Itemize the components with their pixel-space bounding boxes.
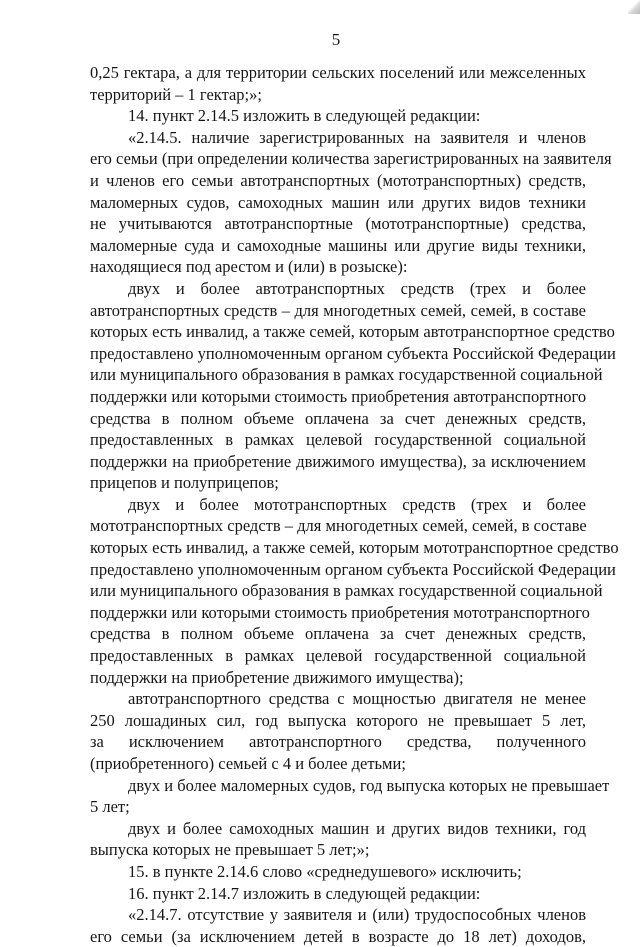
- text-line: поддержки или которыми стоимость приобретения мототранспортного: [90, 602, 590, 622]
- text-line: или муниципального образования в рамках государственной социальной: [90, 581, 603, 601]
- text-line: 0,25 гектара, а для территории сельских поселений или межселенных: [90, 63, 586, 82]
- text-line: прицепов и полуприцепов;: [90, 473, 279, 493]
- text-line: или муниципального образования в рамках государственной социальной: [90, 365, 603, 385]
- text-line: средства в полном объеме оплачена за счет денежных средств,: [90, 408, 586, 428]
- text-line: 14. пункт 2.14.5 изложить в следующей редакции:: [128, 106, 481, 126]
- text-line: предоставленных в рамках целевой государственной социальной: [90, 430, 586, 450]
- text-line: поддержки на приобретение движимого имущества), за исключением: [90, 451, 586, 471]
- text-line: 16. пункт 2.14.7 изложить в следующей редакции:: [128, 883, 481, 903]
- text-line: двух и более маломерных судов, год выпуска которых не превышает: [128, 775, 610, 795]
- text-line: «2.14.7. отсутствие у заявителя и (или) трудоспособных членов: [128, 905, 586, 925]
- scan-corner-mark: [628, 0, 640, 14]
- document-body: [90, 62, 619, 947]
- text-line: двух и более мототранспортных средств (трех и более: [128, 494, 586, 514]
- text-line: «2.14.5. наличие зарегистрированных на заявителя и членов: [128, 127, 586, 147]
- text-line: находящиеся под арестом и (или) в розыске):: [90, 257, 408, 277]
- page-number-text: 5: [331, 30, 341, 49]
- text-line: мототранспортных средств – для многодетных семей, семей, в составе: [90, 516, 587, 536]
- text-line: предоставлено уполномоченным органом субъекта Российской Федерации: [90, 559, 616, 579]
- text-line: двух и более автотранспортных средств (трех и более: [128, 278, 586, 298]
- text-line: предоставлено уполномоченным органом субъекта Российской Федерации: [90, 343, 616, 363]
- text-line: 15. в пункте 2.14.6 слово «среднедушевого» исключить;: [128, 861, 522, 881]
- text-line: автотранспортных средств – для многодетных семей, семей, в составе: [90, 300, 586, 320]
- text-line: которых есть инвалид, а также семей, которым мототранспортное средство: [90, 538, 619, 558]
- text-line: (приобретенного) семьей с 4 и более детьми;: [90, 754, 406, 773]
- text-line: поддержки на приобретение движимого имущества);: [90, 667, 464, 687]
- text-line: поддержки или которыми стоимость приобретения автотранспортного: [90, 386, 587, 406]
- text-line: маломерных судов, самоходных машин или других видов техники: [90, 192, 586, 212]
- text-line: и членов его семьи автотранспортных (мототранспортных) средств,: [90, 170, 586, 190]
- text-line: не учитываются автотранспортные (мототранспортные) средства,: [90, 214, 586, 234]
- text-line: автотранспортного средства с мощностью двигателя не менее: [128, 689, 586, 709]
- text-line: средства в полном объеме оплачена за счет денежных средств,: [90, 624, 586, 644]
- text-line: выпуска которых не превышает 5 лет;»;: [90, 840, 370, 860]
- text-line: территорий – 1 гектар;»;: [90, 84, 262, 104]
- text-line: 250 лошадиных сил, год выпуска которого не превышает 5 лет,: [90, 710, 586, 730]
- page-number: [0, 30, 640, 50]
- text-line: маломерные суда и самоходные машины или другие виды техники,: [90, 235, 586, 255]
- text-line: которых есть инвалид, а также семей, которым автотранспортное средство: [90, 322, 615, 342]
- text-line: двух и более самоходных машин и других видов техники, год: [128, 818, 586, 838]
- text-line: его семьи (при определении количества зарегистрированных на заявителя: [90, 149, 612, 169]
- text-line: 5 лет;: [90, 797, 130, 817]
- text-line: за исключением автотранспортного средства, полученного: [90, 732, 586, 752]
- text-line: его семьи (за исключением детей в возрасте до 18 лет) доходов,: [90, 926, 586, 946]
- text-line: предоставленных в рамках целевой государственной социальной: [90, 646, 586, 666]
